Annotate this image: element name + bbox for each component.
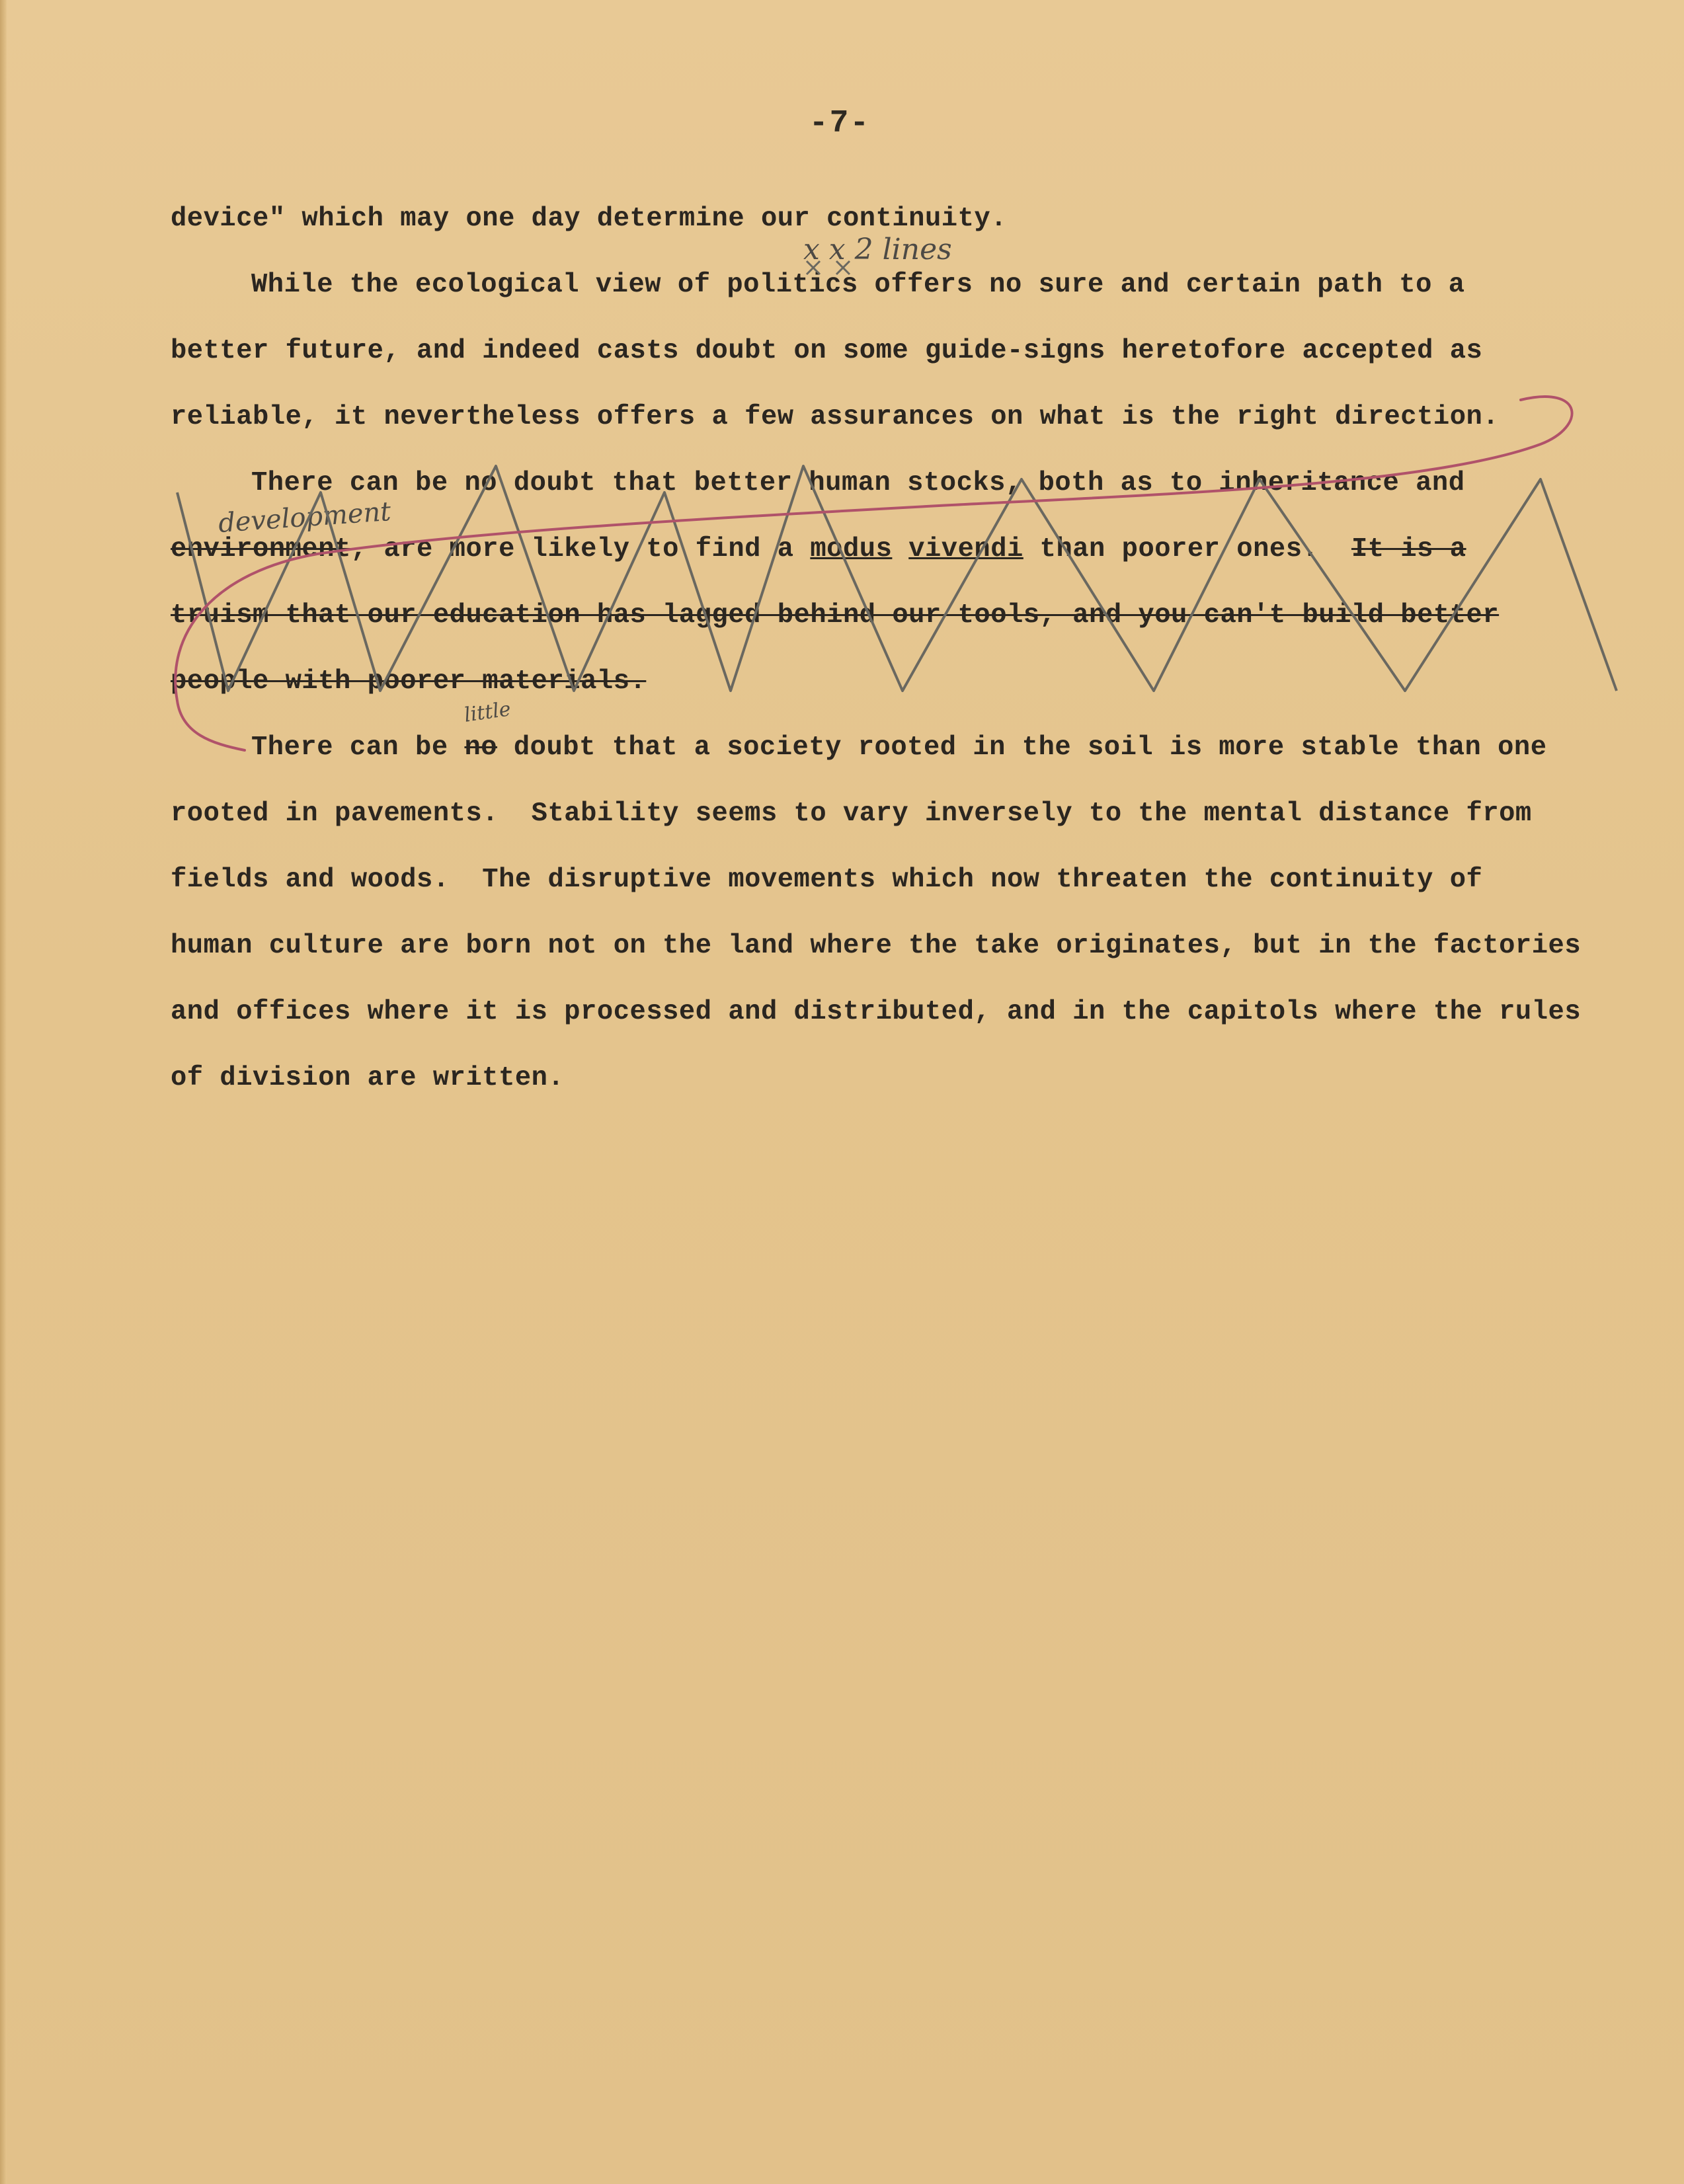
text-line: While the ecological view of politics offers no sure and certain path to a <box>251 270 1465 300</box>
text-line: fields and woods. The disruptive movements which now threaten the continuity of <box>171 865 1483 895</box>
text-line: of division are written. <box>171 1063 565 1093</box>
handwritten-insertion: development <box>217 496 392 539</box>
text-line: reliable, it nevertheless offers a few assurances on what is the right direction. <box>171 402 1500 432</box>
text-line: device" which may one day determine our continuity. <box>171 204 1008 234</box>
text-line: There can be no doubt that a society rooted in the soil is more stable than one <box>251 732 1547 763</box>
struck-word: no <box>464 732 498 763</box>
struck-word: environment <box>171 534 351 565</box>
red-pencil-loop <box>175 397 1572 750</box>
struck-text-line: environment, are more likely to find a modus vivendi than poorer ones. It is a <box>171 534 1466 565</box>
paper-edge <box>0 0 7 2184</box>
struck-text-line: people with poorer materials. <box>171 666 647 697</box>
struck-text-line: truism that our education has lagged behind our tools, and you can't build better <box>171 600 1500 631</box>
handwritten-insertion: little <box>462 697 512 727</box>
text-line: and offices where it is processed and distributed, and in the capitols where the rules <box>171 997 1582 1027</box>
struck-phrase: It is a <box>1351 534 1466 565</box>
handwritten-note: x x 2 lines <box>803 233 952 266</box>
struck-text-line: There can be no doubt that better human stocks, both as to inheritance and <box>251 468 1465 498</box>
text-line: human culture are born not on the land where the take originates, but in the factories <box>171 931 1582 961</box>
underlined-word: modus <box>810 534 893 565</box>
page-number: -7- <box>809 106 871 141</box>
pencil-zigzag-deletion <box>177 466 1617 691</box>
text-line: better future, and indeed casts doubt on some guide-signs heretofore accepted as <box>171 336 1483 366</box>
text-line: rooted in pavements. Stability seems to vary inversely to the mental distance from <box>171 799 1532 829</box>
underlined-word: vivendi <box>908 534 1023 565</box>
